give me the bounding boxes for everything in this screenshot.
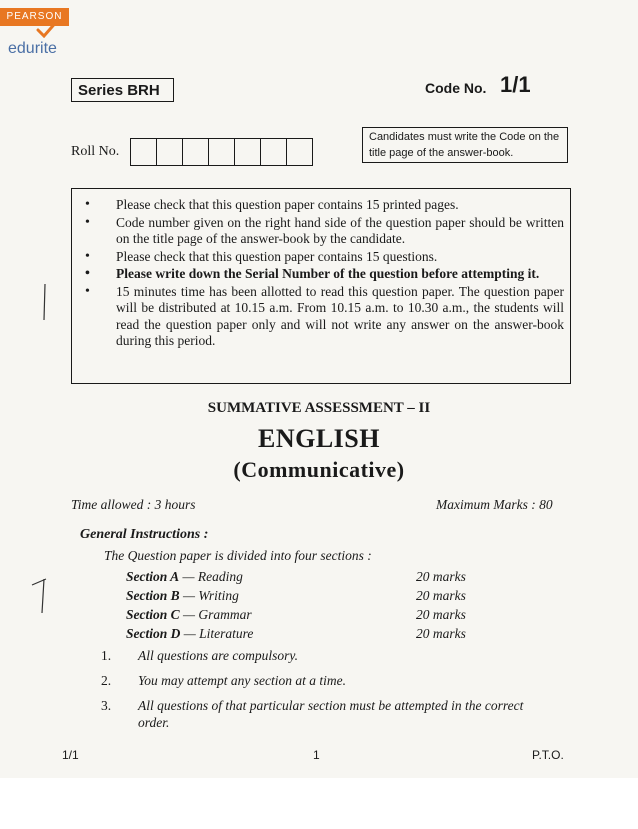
section-label: Section A <box>126 569 180 584</box>
rule-text: All questions of that particular section must be attempted in the correct order. <box>138 698 524 730</box>
section-row <box>126 605 486 624</box>
roll-digit-box[interactable] <box>234 138 261 166</box>
edurite-wordmark: edurite <box>8 40 57 57</box>
section-name: — Literature <box>183 626 254 641</box>
section-row <box>126 567 486 586</box>
code-label: Code No. <box>425 80 487 96</box>
section-row <box>126 586 486 605</box>
notice-item: • Please write down the Serial Number of the question before attempting it. <box>116 266 564 283</box>
notice-item: • 15 minutes time has been allotted to read this question paper. The question paper will be distributed at 10.15 a.m. From 10.15 a.m. to 10.30 a.m., the students will read the question paper only and will not write any answer on the answer-book during this period. <box>116 284 564 350</box>
section-row <box>126 624 486 643</box>
checkmark-icon <box>36 18 60 38</box>
maximum-marks: Maximum Marks : 80 <box>436 497 553 512</box>
rule-item <box>101 697 541 731</box>
edurite-logo <box>8 30 78 56</box>
rule-text: All questions are compulsory. <box>138 648 298 663</box>
code-value: 1/1 <box>500 72 531 97</box>
pen-mark <box>30 575 52 615</box>
section-name: — Grammar <box>183 607 252 622</box>
footer-code: 1/1 <box>62 748 79 762</box>
roll-digit-box[interactable] <box>260 138 287 166</box>
notice-item: • Code number given on the right hand side of the question paper should be written on the title page of the answer-book by the candidate. <box>116 215 564 248</box>
section-marks: 20 marks <box>416 569 466 584</box>
roll-digit-box[interactable] <box>130 138 157 166</box>
rules-list <box>101 647 541 739</box>
rule-text: You may attempt any section at a time. <box>138 673 346 688</box>
roll-digit-box[interactable] <box>182 138 209 166</box>
rule-item <box>101 672 541 689</box>
time-allowed: Time allowed : 3 hours <box>71 497 196 512</box>
instructions-intro: The Question paper is divided into four sections : <box>104 548 372 563</box>
roll-digit-box[interactable] <box>156 138 183 166</box>
section-marks: 20 marks <box>416 588 466 603</box>
series-label: Series BRH <box>71 78 174 102</box>
roll-number-label: Roll No. <box>71 144 120 159</box>
roll-digit-box[interactable] <box>286 138 313 166</box>
pearson-logo: PEARSON <box>0 8 69 26</box>
subject-title: ENGLISH <box>258 424 380 453</box>
subject-variant: (Communicative) <box>233 457 405 482</box>
notice-box <box>71 188 571 384</box>
instructions-heading: General Instructions : <box>80 527 209 542</box>
section-label: Section C <box>126 607 180 622</box>
pto-label: P.T.O. <box>532 748 564 762</box>
roll-number-boxes[interactable] <box>130 138 312 166</box>
candidates-note: Candidates must write the Code on the title page of the answer-book. <box>362 127 568 163</box>
assessment-title: SUMMATIVE ASSESSMENT – II <box>207 400 431 416</box>
section-name: — Writing <box>183 588 239 603</box>
sections-list <box>126 567 486 643</box>
section-label: Section D <box>126 626 181 641</box>
section-label: Section B <box>126 588 180 603</box>
section-marks: 20 marks <box>416 607 466 622</box>
roll-digit-box[interactable] <box>208 138 235 166</box>
page-number: 1 <box>313 748 320 762</box>
rule-number: 1. <box>101 648 112 663</box>
notice-item: • Please check that this question paper contains 15 questions. <box>116 249 564 266</box>
pen-mark <box>40 282 50 322</box>
notice-item: • Please check that this question paper contains 15 printed pages. <box>116 197 564 214</box>
rule-item <box>101 647 541 664</box>
rule-number: 2. <box>101 673 112 688</box>
section-name: — Reading <box>182 569 243 584</box>
section-marks: 20 marks <box>416 626 466 641</box>
rule-number: 3. <box>101 698 112 713</box>
